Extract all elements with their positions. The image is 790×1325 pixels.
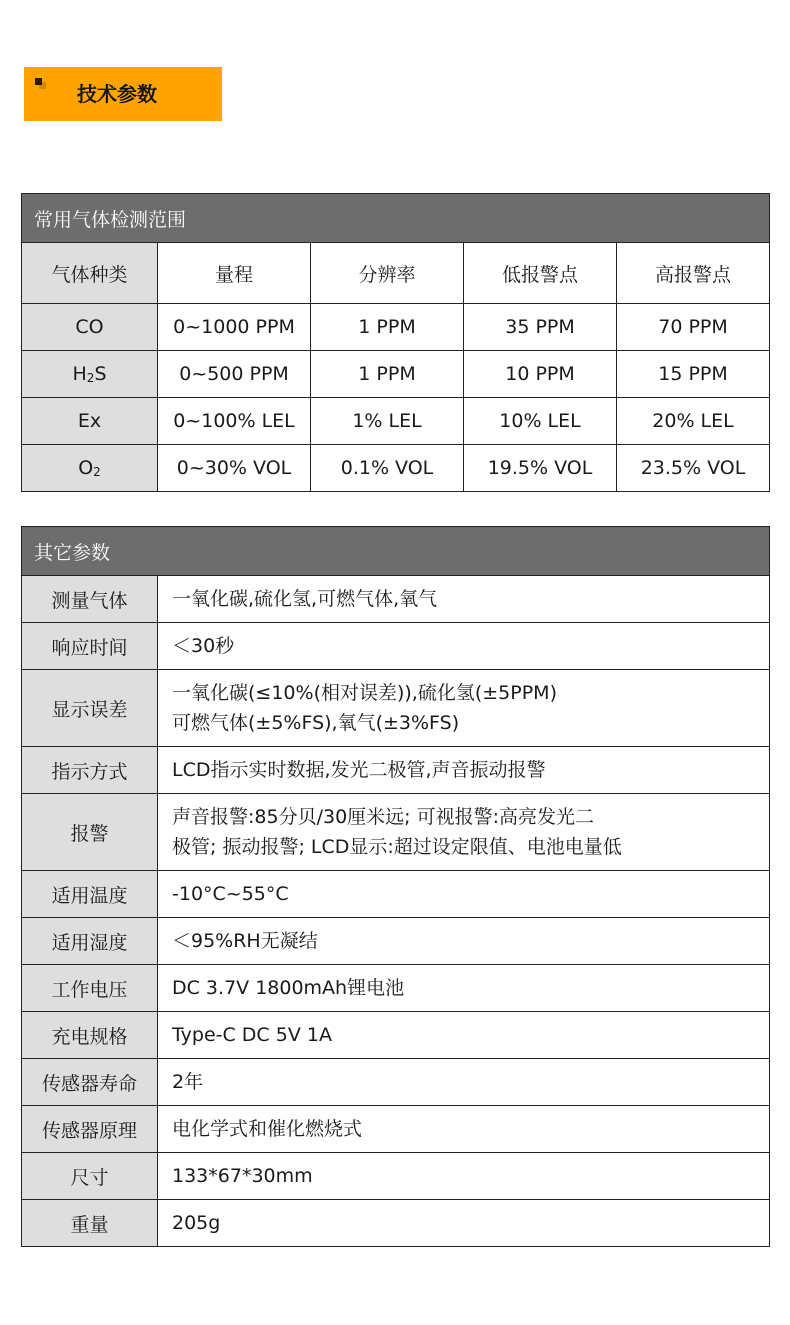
resolution-cell: 1% LEL [311, 398, 464, 445]
param-label: 充电规格 [22, 1012, 158, 1059]
param-value-line: 声音报警:85分贝/30厘米远; 可视报警:高亮发光二 [172, 806, 594, 828]
table-row [22, 576, 770, 623]
table-row [22, 670, 770, 747]
table-row [22, 1012, 770, 1059]
param-label: 测量气体 [22, 576, 158, 623]
table-row [22, 1059, 770, 1106]
param-label: 传感器寿命 [22, 1059, 158, 1106]
param-value: -10°C~55°C [158, 871, 770, 918]
table-row [22, 965, 770, 1012]
param-value: 133*67*30mm [158, 1153, 770, 1200]
table-row [22, 623, 770, 670]
range-cell: 0~30% VOL [158, 445, 311, 492]
column-header: 分辨率 [311, 243, 464, 304]
section-banner [24, 67, 222, 121]
table-title: 常用气体检测范围 [22, 194, 770, 243]
param-label: 重量 [22, 1200, 158, 1247]
section-title: 技术参数 [77, 82, 157, 106]
param-value: 2年 [158, 1059, 770, 1106]
column-header-row [22, 243, 770, 304]
param-value-line: 一氧化碳(≤10%(相对误差)),硫化氢(±5PPM) [172, 682, 557, 704]
param-value: LCD指示实时数据,发光二极管,声音振动报警 [158, 747, 770, 794]
resolution-cell: 0.1% VOL [311, 445, 464, 492]
table-row [22, 794, 770, 871]
param-value: ＜95%RH无凝结 [158, 918, 770, 965]
table-row [22, 1106, 770, 1153]
param-label: 报警 [22, 794, 158, 871]
high-alarm-cell: 20% LEL [617, 398, 770, 445]
table-row [22, 747, 770, 794]
other-params-table [21, 526, 770, 1247]
table-row [22, 304, 770, 351]
param-label: 工作电压 [22, 965, 158, 1012]
param-label: 适用温度 [22, 871, 158, 918]
table-header-row [22, 527, 770, 576]
table-row [22, 1200, 770, 1247]
param-label: 指示方式 [22, 747, 158, 794]
param-label: 显示误差 [22, 670, 158, 747]
param-value: 电化学式和催化燃烧式 [158, 1106, 770, 1153]
table-title: 其它参数 [22, 527, 770, 576]
table-header-row [22, 194, 770, 243]
low-alarm-cell: 35 PPM [464, 304, 617, 351]
table-row [22, 1153, 770, 1200]
table-row [22, 918, 770, 965]
low-alarm-cell: 10% LEL [464, 398, 617, 445]
bullet-square-icon [35, 78, 46, 89]
high-alarm-cell: 23.5% VOL [617, 445, 770, 492]
param-value: ＜30秒 [158, 623, 770, 670]
gas-name-cell: $H_2S$ [22, 351, 158, 398]
high-alarm-cell: 70 PPM [617, 304, 770, 351]
param-label: 尺寸 [22, 1153, 158, 1200]
gas-name-cell: $O_2$ [22, 445, 158, 492]
param-label: 响应时间 [22, 623, 158, 670]
gas-name-cell: Ex [22, 398, 158, 445]
param-label: 适用湿度 [22, 918, 158, 965]
param-label: 传感器原理 [22, 1106, 158, 1153]
resolution-cell: 1 PPM [311, 351, 464, 398]
column-header: 低报警点 [464, 243, 617, 304]
low-alarm-cell: 19.5% VOL [464, 445, 617, 492]
column-header: 量程 [158, 243, 311, 304]
table-row [22, 871, 770, 918]
gas-detection-table [21, 193, 770, 492]
column-header: 气体种类 [22, 243, 158, 304]
range-cell: 0~500 PPM [158, 351, 311, 398]
range-cell: 0~1000 PPM [158, 304, 311, 351]
param-value: Type-C DC 5V 1A [158, 1012, 770, 1059]
table-row [22, 398, 770, 445]
param-value: 205g [158, 1200, 770, 1247]
param-value [158, 794, 770, 871]
resolution-cell: 1 PPM [311, 304, 464, 351]
param-value: 一氧化碳,硫化氢,可燃气体,氧气 [158, 576, 770, 623]
param-value: DC 3.7V 1800mAh锂电池 [158, 965, 770, 1012]
range-cell: 0~100% LEL [158, 398, 311, 445]
table-row [22, 445, 770, 492]
high-alarm-cell: 15 PPM [617, 351, 770, 398]
column-header: 高报警点 [617, 243, 770, 304]
table-row [22, 351, 770, 398]
gas-name-cell: CO [22, 304, 158, 351]
param-value [158, 670, 770, 747]
low-alarm-cell: 10 PPM [464, 351, 617, 398]
param-value-line: 极管; 振动报警; LCD显示:超过设定限值、电池电量低 [172, 836, 622, 858]
param-value-line: 可燃气体(±5%FS),氧气(±3%FS) [172, 712, 460, 734]
